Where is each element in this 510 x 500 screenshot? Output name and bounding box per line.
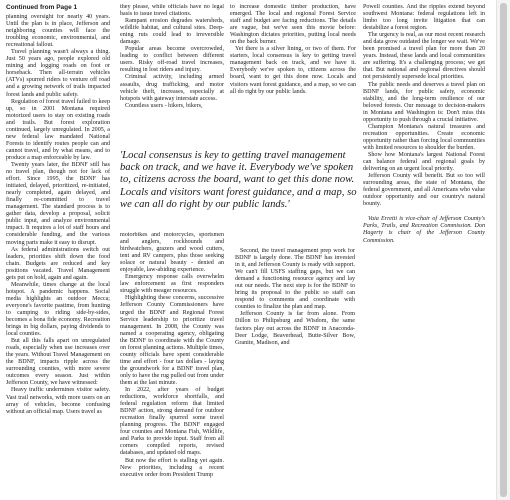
paragraph: motorbikes and motorcycles, sportsmen and anglers, rockhounds and birdwatchers, grazers and wood cutters, tent and RV campers, plus those seeking solace or natural beauty - denied an enjoyable, law-abiding experience. [120,232,224,274]
paragraph: Regulation of forest travel failed to keep up, so in 2001 Montana required motorized users to stay on existing roads and trails. But forest exploration continued, largely unregulated. In 2005, a new federal law mandated National Forests to identify routes people can and cannot travel, and by what means, and to produce a map enforceable by law. [6,98,110,161]
paragraph: Show how Montana's largest National Forest can balance federal and regional goals by delivering on an urgent local priority. [363,151,485,173]
paragraph: The public needs and deserves a travel plan on BDNF lands, for public safety, economic stability, and the long-term resilience of our beloved forests. Our message to decision-makers in Montana and Washington is: Don't miss this opportunity to push through a crucial initiative. [363,81,485,123]
paragraph: Twenty years later, the BDNF still has no travel plan, though not for lack of effort. Since 1995, the BDNF has initiated, delayed, prioritized, re-initiated, nearly completed, again delayed, and finally re-committed to travel management. The standard process is to gather data, develop a proposal, solicit public input, and analyze environmental impact. It requires a lot of staff hours and considerable funding, and the various moving parts make it easy to disrupt. [6,161,110,246]
paragraph: Meanwhile, times change at the local hotspot. A pandemic happens. Social media highlights an outdoor Mecca; everyone's favorite pastime, from hunting to camping to riding side-by-sides, becomes a bona fide economy. Recreation brings in big dollars, paying dividends to local counties. [6,281,110,338]
article-column-3-continued [235,248,355,498]
paragraph: As federal administrations switch out leaders, priorities shift down the food chain. Budgets are reduced and key positions vacated. Travel Management gets put on hold, again and again. [6,246,110,281]
paragraph: Countless users - hikers, bikers, [125,102,203,109]
paragraph: But all this falls apart on unregulated roads, especially when use increases over the years. Without Travel Management on the BDNF, impacts ripple across the surrounding counties, with more severe outcomes every season. Just within Jefferson County, we have witnessed: [6,338,110,387]
pull-quote: 'Local consensus is key to getting travel management back on track, and we have it. Everybody we've spoken to, citizens across the board, want to get this done now. Locals and visitors want forest guidance, and a map, so we can all do right by our public lands.' [120,150,357,210]
article-column-4 [363,4,485,498]
paragraph: Second, the travel management prep work for BDNF is largely done. The BDNF has invested in it, and Jefferson County is ready with support. We can't fill USFS staffing gaps, but we can demand a functioning resource agency and lay out our needs. The next step is for the BDNF to bring its proposal to the public so staff can respond to comments and coordinate with counties to finalize the plan and map. [235,248,355,311]
paragraph: Popular areas become overcrowded, leading to conflict between different users. Risky off-road travel increases, resulting in lost riders and injury. [120,46,224,74]
paragraph: Rampant erosion degrades watersheds, wildlife habitat, and cultural sites. Deep-ening ruts could lead to irreversible damage. [120,18,224,46]
paragraph: Criminal activity, including armed assaults, drug trafficking, and motor vehicle theft, increases, especially at hotspots with gateway interstate access. [120,74,224,102]
paragraph: they please, while officials have no legal basis to issue travel citations. [120,4,224,18]
paragraph: to increase domestic timber production, have emerged. The local and regional Forest Service staff and budget are facing reductions. The details are vague, but we've seen this movie before: Washington dictates priorities, putting local needs on the back burner. [230,4,356,46]
scrollbar-thumb[interactable] [500,3,507,497]
paragraph: But now the effort is stalling yet again. New priorities, including a recent executive order from President Trump [120,457,224,478]
paragraph: planning oversight for nearly 40 years. Until the plan is in place, Jefferson and neighboring counties will face the troubling economic, environmental, and recreational fallout. [6,14,110,49]
paragraph: Champion Montana's natural treasures and recreation opportunities. Create economic opportunity rather than forcing local communities with limited resources to shoulder the burden. [363,123,485,151]
article-column-3 [230,4,356,149]
paragraph: The urgency is real, as our most recent research and data grow outdated the longer we wait. We've been promised a travel plan for more than 20 years. Instead, these lands and local communities are suffering. It's a challenging process; we get that. But national and regional directives should not persistently supersede local priorities. [363,32,485,81]
paragraph: Heavy traffic undermines visitor safety. Vast trail networks, with more users on an array of vehicles, become confusing without an official map. Users travel as [6,387,110,415]
vertical-scrollbar[interactable] [496,0,510,500]
paragraph: Jefferson County is far from alone. From Dillon to Philipsburg and Wisdom, the same factors play out across the BDNF in Anaconda-Deer Lodge, Beaverhead, Butte-Silver Bow, Granite, Madison, and [235,311,355,346]
author-bio: Vaia Erretti is vice-chair of Jefferson County's Parks, Trails, and Recreation Commission. Don Hagerty is chair of the Jefferson County Commission. [363,216,485,244]
article-column-1 [6,14,110,498]
paragraph: Powell counties. And the ripples extend beyond southwest Montana: federal regulations left in limbo too long invite litigation that can destabilize a forest region. [363,4,485,32]
continued-header: Continued from Page 1 [6,4,78,11]
paragraph: Highlighting these concerns, successive Jefferson County Commissioners have urged the BDNF and Regional Forest Service leadership to prioritize travel management. In 2008, the County was named a cooperating agency, obligating the BDNF to coordinate with the County on forest planning actions. Multiple times, county officials have spent considerable time and effort - four tax dollars - laying the groundwork for a BDNF travel plan, only to have the rug pulled out from under them at the last minute. [120,295,224,386]
article-column-2 [120,4,224,149]
paragraph: Jefferson County will benefit. But so too will surrounding areas, the state of Montana, the federal government, and all Americans who value outdoor opportunity and our country's natural bounty. [363,173,485,208]
paragraph: In 2022, after years of budget reductions, workforce shortfalls, and federal regulation reform that limited BDNF action, strong demand for outdoor recreation finally spurred some travel planning progress. The BDNF engaged four counties and Montana Fish, Wildlife, and Parks to provide input. Staff from all corners compiled reports, revised databases, and updated old maps. [120,387,224,457]
paragraph: Yet there is a silver lining, or two of them. For starters, local consensus is key to getting travel management back on track, and we have it. Everybody we've spoken to, citizens across the board, want to get this done now. Locals and visitors want forest guidance, and a map, so we can all do right by our public lands. [230,46,356,95]
paragraph: Travel planning wasn't always a thing. Just 50 years ago, people explored old mining and logging roads on foot or horseback. Then all-terrain vehicles (ATVs) spurred riders to venture off road and a growing network of trails impacted forest lands and public safety. [6,49,110,98]
article-column-2-continued [120,232,224,498]
paragraph: Emergency response calls overwhelm law enforcement as first responders struggle with meager resources. [120,274,224,295]
